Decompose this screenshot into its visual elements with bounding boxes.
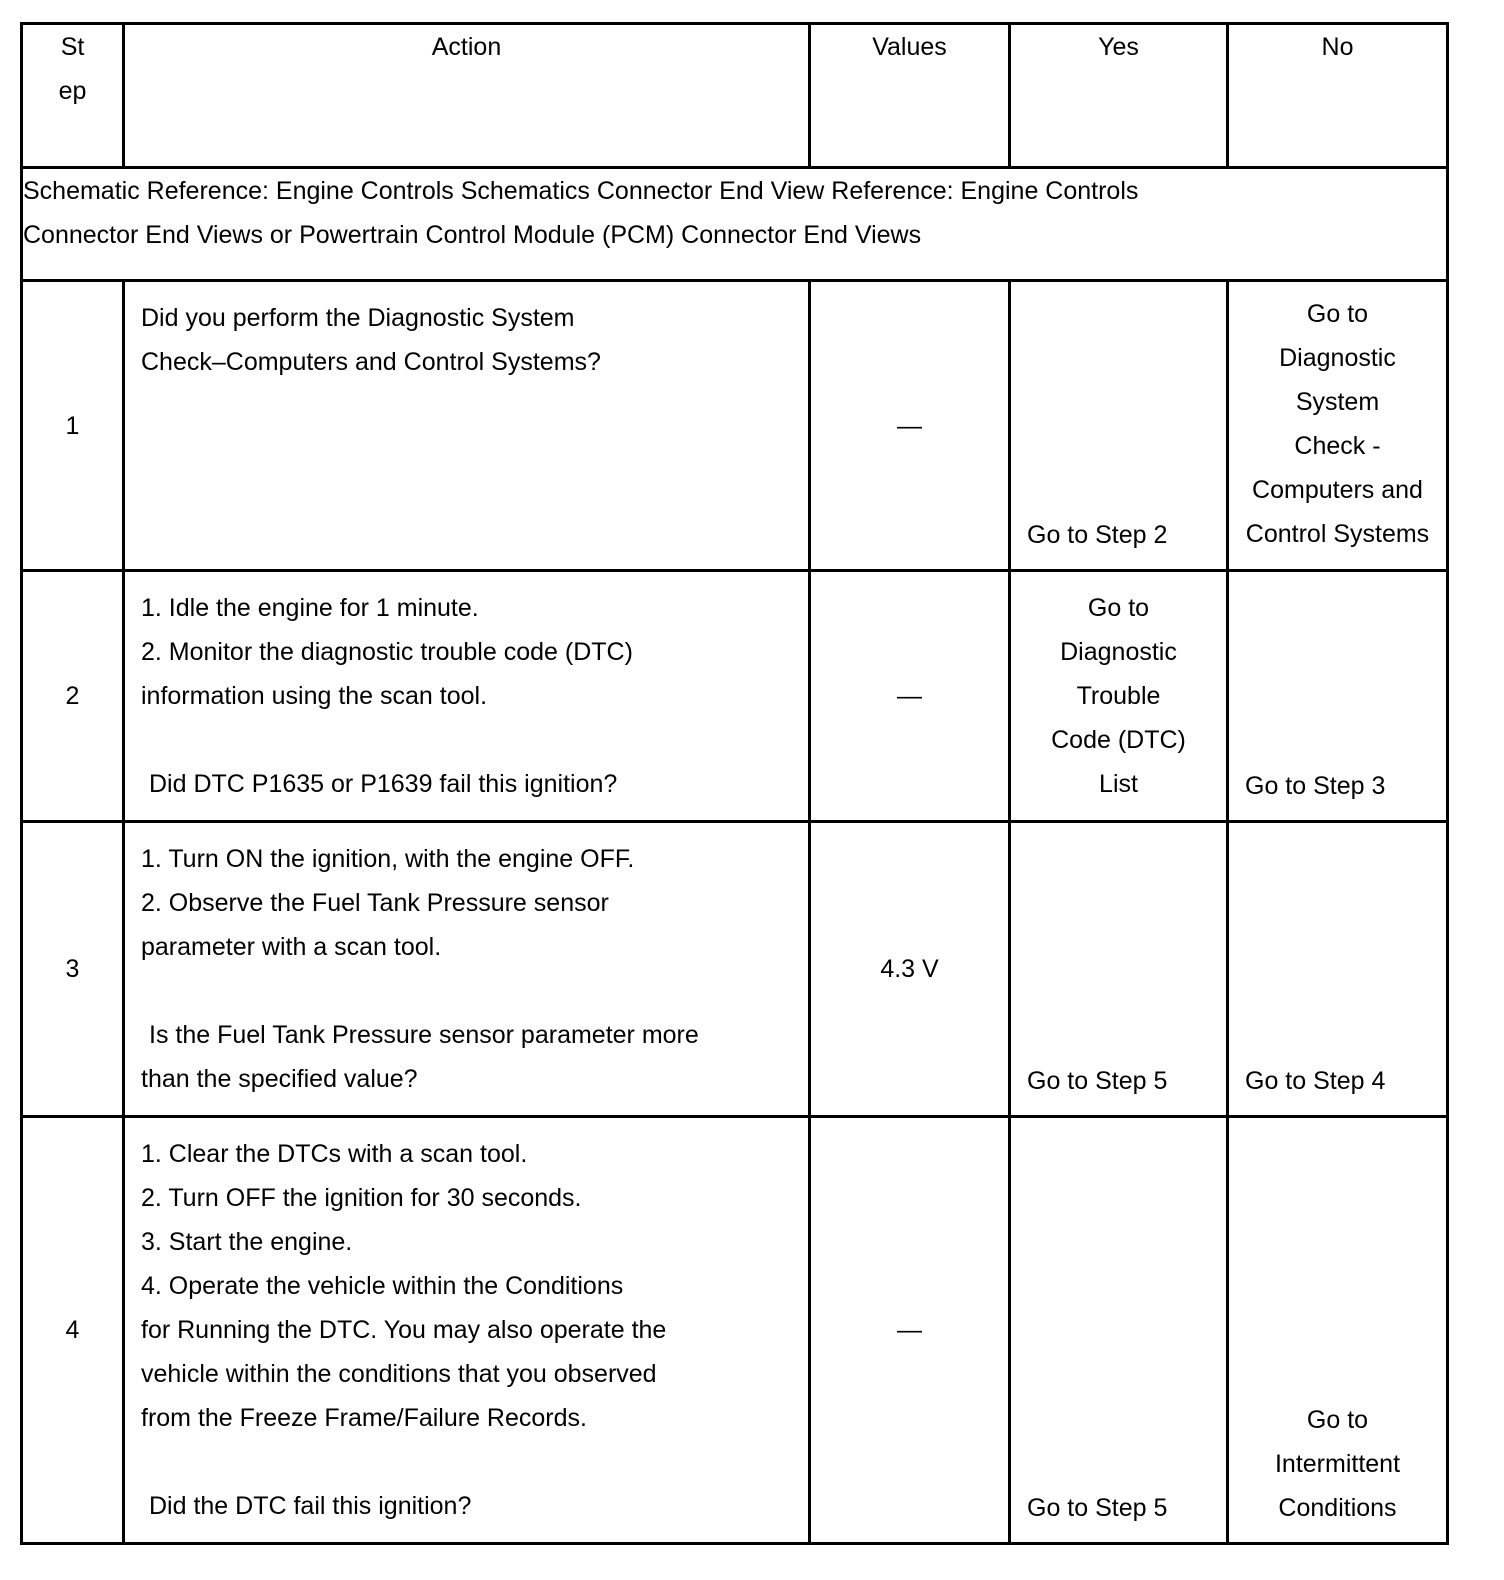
reference-line-2: Connector End Views or Powertrain Control Module (PCM) Connector End Views [23, 221, 922, 249]
action-item: 1. Turn ON the ignition, with the engine OFF. [141, 845, 635, 873]
header-yes: Yes [1010, 24, 1228, 168]
no-line: Go to [1306, 300, 1369, 328]
action-line: vehicle within the conditions that you observed [141, 1360, 657, 1388]
step-number: 3 [22, 822, 124, 1117]
yes-line: Go to [1087, 594, 1150, 622]
header-step-line1: St [60, 33, 85, 61]
no-line: Computers and [1252, 476, 1423, 504]
no-cell [1228, 281, 1448, 571]
yes-cell: Go to Step 2 [1010, 281, 1228, 571]
no-line: Control Systems [1245, 520, 1430, 548]
action-line: information using the scan tool. [141, 682, 488, 710]
reference-line-1: Schematic Reference: Engine Controls Schematics Connector End View Reference: Engine Controls [23, 177, 1139, 205]
no-line: Conditions [1278, 1494, 1397, 1522]
header-row [22, 24, 1448, 168]
yes-line: List [1099, 770, 1138, 798]
action-cell [124, 822, 810, 1117]
no-line: Intermittent [1274, 1450, 1401, 1478]
reference-cell [22, 168, 1448, 281]
table-row [22, 1117, 1448, 1544]
header-action: Action [124, 24, 810, 168]
step-number: 4 [22, 1117, 124, 1544]
action-item: 2. Monitor the diagnostic trouble code (DTC) [141, 638, 633, 666]
table-row [22, 281, 1448, 571]
header-values: Values [810, 24, 1010, 168]
yes-cell: Go to Step 5 [1010, 822, 1228, 1117]
no-line: Check - [1294, 432, 1381, 460]
header-no: No [1228, 24, 1448, 168]
action-line: Check–Computers and Control Systems? [141, 348, 601, 376]
action-item: 1. Idle the engine for 1 minute. [141, 594, 479, 622]
action-line: for Running the DTC. You may also operate the [141, 1316, 667, 1344]
action-cell [124, 571, 810, 822]
action-line: Did you perform the Diagnostic System [141, 304, 575, 332]
diagnostic-table [20, 22, 1449, 1545]
table-row [22, 822, 1448, 1117]
values-cell: — [810, 281, 1010, 571]
action-item: 2. Turn OFF the ignition for 30 seconds. [141, 1184, 582, 1212]
action-cell [124, 281, 810, 571]
reference-row [22, 168, 1448, 281]
values-cell: — [810, 1117, 1010, 1544]
action-question: Did the DTC fail this ignition? [149, 1492, 472, 1520]
action-item: 3. Start the engine. [141, 1228, 353, 1256]
action-question: Is the Fuel Tank Pressure sensor parameter more [149, 1021, 699, 1049]
table-row [22, 571, 1448, 822]
yes-cell [1010, 571, 1228, 822]
values-cell: 4.3 V [810, 822, 1010, 1117]
header-step [22, 24, 124, 168]
no-line: Diagnostic [1279, 344, 1396, 372]
no-cell: Go to Step 4 [1228, 822, 1448, 1117]
yes-line: Code (DTC) [1051, 726, 1186, 754]
action-question: than the specified value? [141, 1065, 418, 1093]
action-item: 4. Operate the vehicle within the Conditions [141, 1272, 624, 1300]
action-line: parameter with a scan tool. [141, 933, 442, 961]
yes-line: Diagnostic [1060, 638, 1177, 666]
action-item: 2. Observe the Fuel Tank Pressure sensor [141, 889, 609, 917]
action-question: Did DTC P1635 or P1639 fail this ignition? [149, 770, 618, 798]
header-step-line2: ep [58, 77, 87, 105]
action-line: from the Freeze Frame/Failure Records. [141, 1404, 587, 1432]
action-cell [124, 1117, 810, 1544]
values-cell: — [810, 571, 1010, 822]
yes-line: Trouble [1076, 682, 1161, 710]
no-cell [1228, 1117, 1448, 1544]
step-number: 1 [22, 281, 124, 571]
no-cell: Go to Step 3 [1228, 571, 1448, 822]
no-line: System [1295, 388, 1380, 416]
step-number: 2 [22, 571, 124, 822]
yes-cell: Go to Step 5 [1010, 1117, 1228, 1544]
action-item: 1. Clear the DTCs with a scan tool. [141, 1140, 528, 1168]
no-line: Go to [1306, 1406, 1369, 1434]
